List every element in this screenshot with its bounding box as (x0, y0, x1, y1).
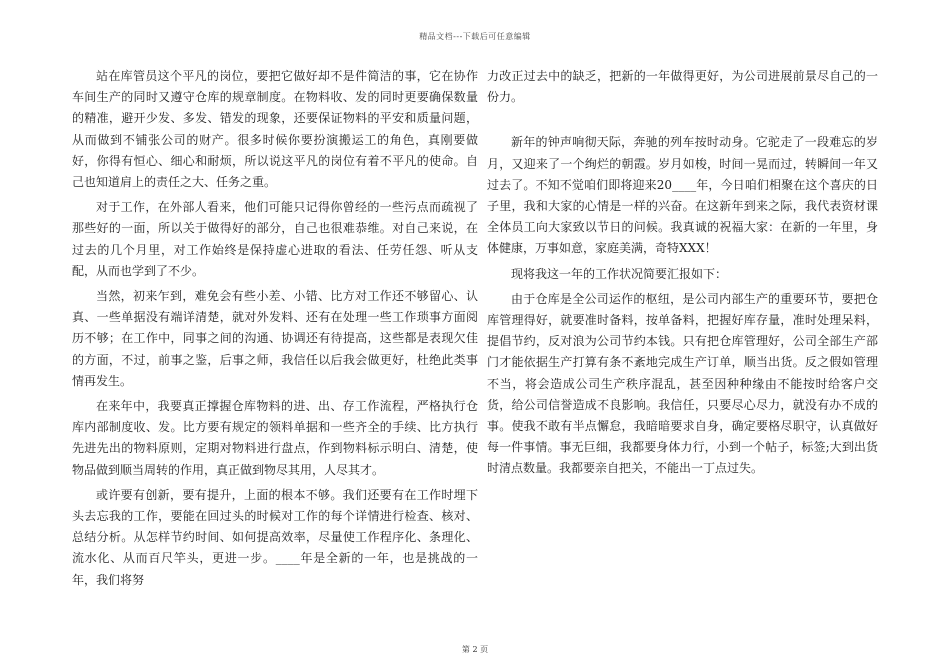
page-header: 精品文档---下载后可任意编辑 (419, 32, 531, 41)
body-paragraph: 现将我这一年的工作状况简要汇报如下： (511, 266, 728, 281)
body-paragraph: 或许要有创新，要有提升，上面的根本不够。我们还要有在工作时埋下头去忘我的工作，要能在回过头的时候对工作的每个详情进行检查、核对、总结分析。从怎样节约时间、如何提高效率，尽量使工作程序化、条理化、流水化、从而百尺竿头，更进一步。____年是全新的一年，也是挑战的一年，我们将努 (72, 487, 478, 587)
body-paragraph: 在来年中，我要真正撑握仓库物料的进、出、存工作流程，严格执行仓库内部制度收、发。比方要有规定的领料单据和一些齐全的手续、比方执行先进先出的物料原则，定期对物料进行盘点，作到物料标示明白、清楚，使物品做到顺当周转的作用，真正做到物尽其用，人尽其才。 (72, 399, 478, 477)
body-paragraph: 对于工作，在外部人看来，他们可能只记得你曾经的一些污点而疏视了那些好的一面，所以关于做得好的部分，自己也很难恭维。对自己来说，在过去的几个月里，对工作始终是保持虚心进取的看法、任劳任怨、听从支配，从而也学到了不少。 (72, 200, 478, 278)
body-paragraph: 站在库管员这个平凡的岗位，要把它做好却不是件简洁的事，它在协作车间生产的同时又遵守仓库的规章制度。在物料收、发的同时更要确保数量的精准，避开少发、多发、错发的现象，还要保证物料的平安和质量问题，从而做到不铺张公司的财产。很多时候你要扮演搬运工的角色，真刚要做好，你得有恒心、细心和耐烦，所以说这平凡的岗位有着不平凡的使命。自己也知道肩上的责任之大、任务之重。 (72, 69, 478, 190)
body-paragraph: 当然，初来乍到，难免会有些小差、小错、比方对工作还不够留心、认真、一些单据没有端详清楚，就对外发料、还有在处理一些工作琐事方面阅历不够；在工作中，同事之间的沟通、协调还有待提高，这些都是表现欠佳的方面，不过，前事之鉴，后事之师，我信任以后我会做更好，杜绝此类事情再发生。 (72, 289, 478, 388)
right-column (487, 66, 878, 484)
page-number: 第 2 页 (461, 645, 489, 654)
body-paragraph: 新年的钟声响彻天际，奔驰的列车按时动身。它驼走了一段难忘的岁月，又迎来了一个绚烂的朝霞。岁月如梭，时间一晃而过，转瞬间一年又过去了。不知不觉咱们即将迎来20____年，今日咱们相聚在这个喜庆的日子里，我和大家的心情是一样的兴奋。在这新年到来之际，我代表资材课全体员工向大家致以节日的问候。我真诚的祝福大家：在新的一年里，身体健康，万事如意，家庭美满，奇特XXX！ (487, 135, 878, 256)
continued-paragraph: 力改正过去中的缺乏，把新的一年做得更好，为公司进展前景尽自己的一份力。 (487, 69, 878, 105)
body-paragraph: 由于仓库是全公司运作的枢纽，是公司内部生产的重要环节，要把仓库管理得好，就要准时备料，按单备料，把握好库存量，准时处理呆料，提倡节约，反对浪为公司节约本钱。只有把仓库管理好，公司全部生产部门才能依据生产打算有条不紊地完成生产订单，顺当出货。反之假如管理不当，将会造成公司生产秩序混乱，甚至因种种缘由不能按时给客户交货，给公司信誉造成不良影响。我信任，只要尽心尽力，就没有办不成的事。使我不敢有半点懈怠，我暗暗要求自身，确定要格尽职守，认真做好每一件事情。事无巨细，我都要身体力行，小到一个帖子，标签;大到出货时清点数量。我都要亲自把关，不能出一丁点过失。 (487, 291, 878, 476)
left-column (72, 66, 478, 595)
